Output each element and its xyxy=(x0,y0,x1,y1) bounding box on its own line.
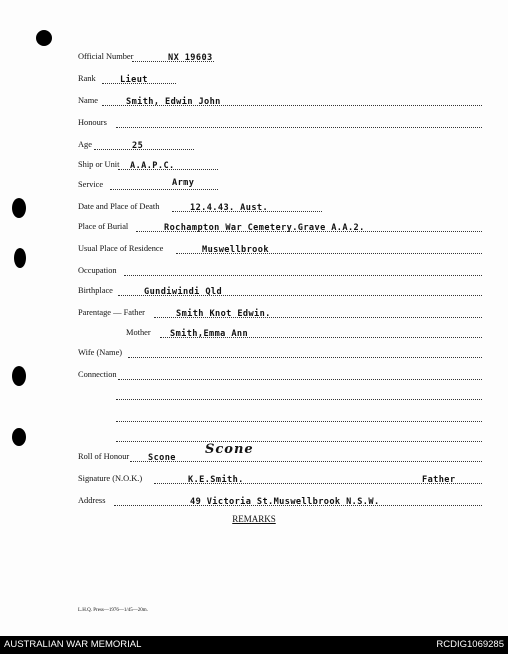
connection-line xyxy=(78,388,480,402)
death-value: 12.4.43. Aust. xyxy=(190,203,269,213)
age-row xyxy=(78,138,480,152)
signature-row xyxy=(78,472,480,486)
rank-row xyxy=(78,72,480,86)
occupation-label: Occupation xyxy=(78,266,117,275)
name-row xyxy=(78,94,480,108)
father-row xyxy=(78,306,480,320)
honours-row xyxy=(78,116,480,130)
remarks-heading: REMARKS xyxy=(232,514,276,524)
footer-right: RCDIG1069285 xyxy=(436,639,504,650)
mother-value: Smith,Emma Ann xyxy=(170,329,249,339)
name-value: Smith, Edwin John xyxy=(126,97,221,107)
wife-label: Wife (Name) xyxy=(78,348,123,357)
residence-value: Muswellbrook xyxy=(202,245,269,255)
ship-value: A.A.P.C. xyxy=(130,161,175,171)
official-number-label: Official Number xyxy=(78,52,134,61)
ship-label: Ship or Unit xyxy=(78,160,120,169)
mother-label: Mother xyxy=(126,328,151,337)
roll-of-honour-row xyxy=(78,450,480,464)
binder-hole xyxy=(36,30,52,46)
roll-label: Roll of Honour xyxy=(78,452,130,461)
rank-value: Lieut xyxy=(120,75,148,85)
service-label: Service xyxy=(78,180,104,189)
honours-label: Honours xyxy=(78,118,107,127)
burial-row xyxy=(78,220,480,234)
residence-row xyxy=(78,242,480,256)
ship-row xyxy=(78,158,480,172)
mother-row xyxy=(78,326,480,340)
occupation-row xyxy=(78,264,480,278)
binder-hole xyxy=(14,248,26,268)
birthplace-label: Birthplace xyxy=(78,286,113,295)
connection-line xyxy=(78,410,480,424)
service-row xyxy=(78,178,480,192)
death-label: Date and Place of Death xyxy=(78,202,160,211)
roll-handwritten-value: Scone xyxy=(205,442,254,457)
burial-value: Rochampton War Cemetery.Grave A.A.2. xyxy=(164,223,365,233)
wife-row xyxy=(78,346,480,360)
archive-footer xyxy=(0,636,508,654)
binder-hole xyxy=(12,428,26,446)
footer-left: AUSTRALIAN WAR MEMORIAL xyxy=(4,639,142,650)
name-label: Name xyxy=(78,96,98,105)
relation-value: Father xyxy=(422,475,456,485)
birthplace-row xyxy=(78,284,480,298)
address-row xyxy=(78,494,480,508)
father-label: Parentage — Father xyxy=(78,308,145,317)
official-number-value: NX 19603 xyxy=(168,53,213,63)
age-label: Age xyxy=(78,140,92,149)
connection-line xyxy=(78,430,480,444)
connection-label: Connection xyxy=(78,370,117,379)
father-value: Smith Knot Edwin. xyxy=(176,309,271,319)
binder-hole xyxy=(12,198,26,218)
address-label: Address xyxy=(78,496,106,505)
official-number-row xyxy=(78,50,480,64)
residence-label: Usual Place of Residence xyxy=(78,244,164,253)
burial-label: Place of Burial xyxy=(78,222,129,231)
signature-value: K.E.Smith. xyxy=(188,475,244,485)
death-row xyxy=(78,200,480,214)
rank-label: Rank xyxy=(78,74,96,83)
service-value: Army xyxy=(172,178,195,188)
signature-label: Signature (N.O.K.) xyxy=(78,474,143,483)
birthplace-value: Gundiwindi Qld xyxy=(144,287,223,297)
age-value: 25 xyxy=(132,141,144,151)
roll-typed-value: Scone xyxy=(148,453,176,463)
binder-hole xyxy=(12,366,26,386)
printer-footnote: L.H.Q. Press—1976—1/45—20m. xyxy=(78,608,148,613)
address-value: 49 Victoria St.Muswellbrook N.S.W. xyxy=(190,497,380,507)
connection-row xyxy=(78,368,480,382)
